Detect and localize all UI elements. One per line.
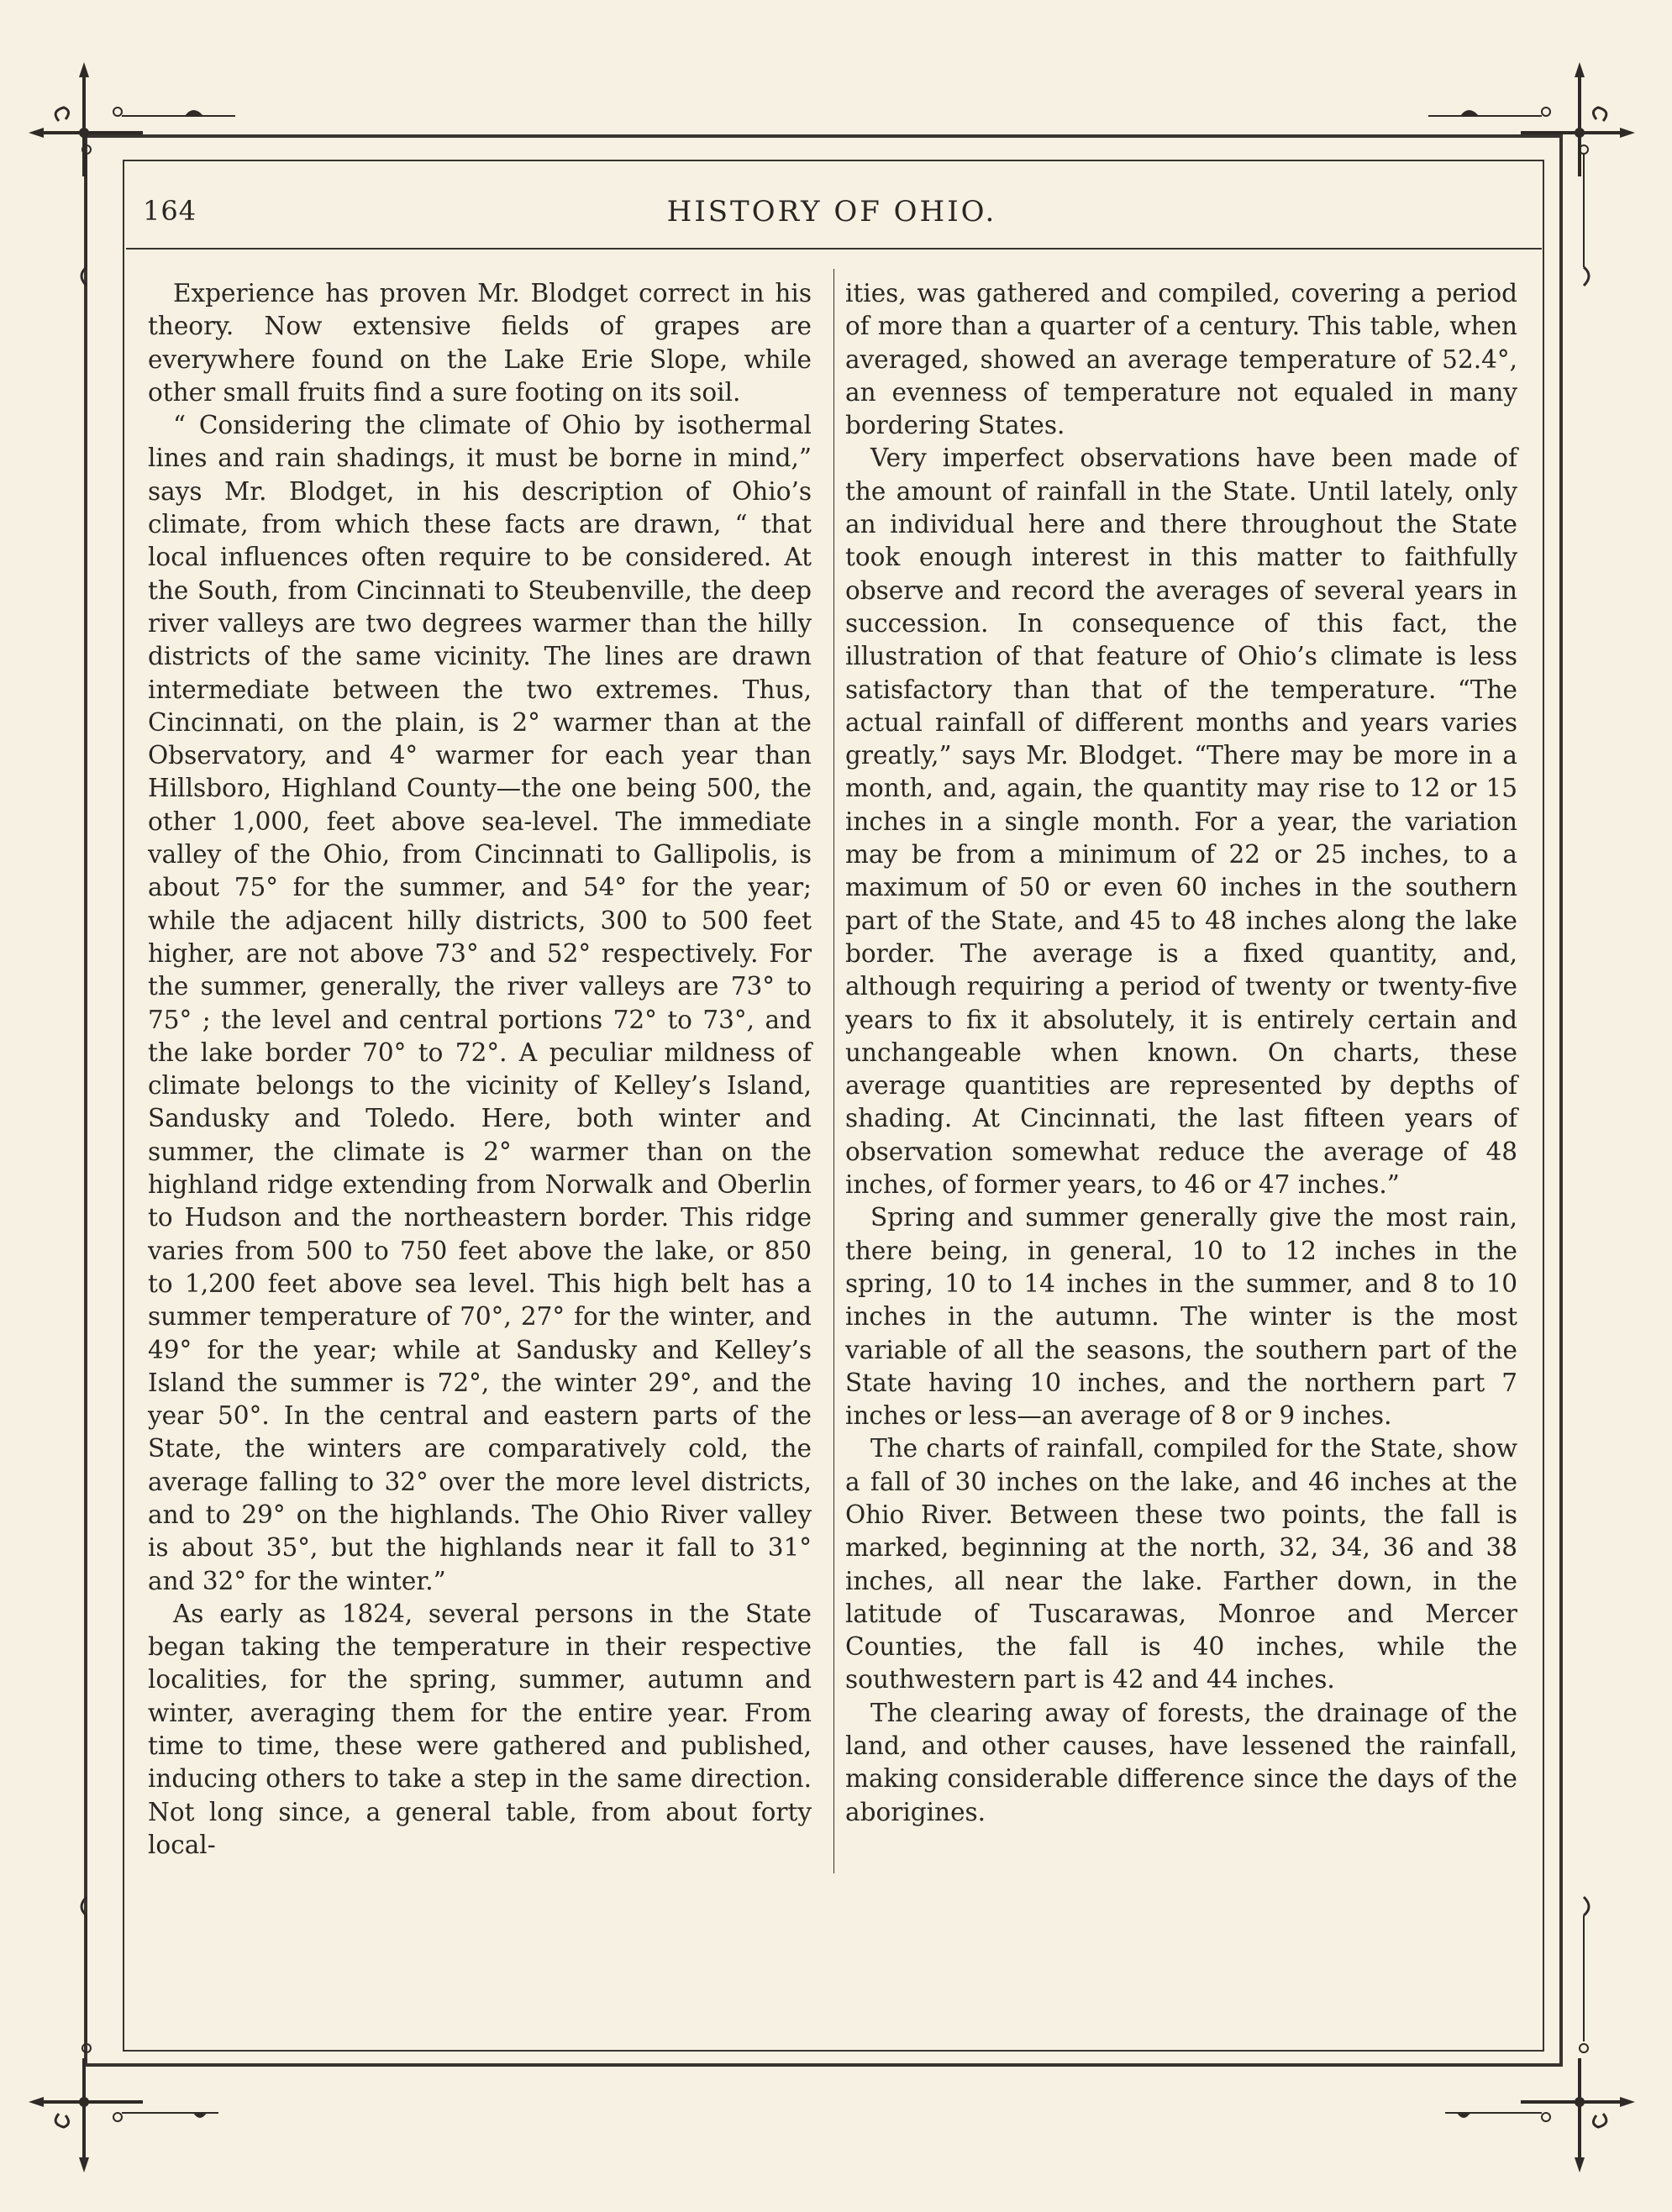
flourish-icon bbox=[1571, 141, 1596, 309]
paragraph: As early as 1824, several persons in the State began taking the temperature in their respective localities, for the spring, summer, autumn and winter, averaging them for the entire year. From time to time, these were gathered and published, inducing others to take a step in the same direction. Not long since, a general table, from about forty local- bbox=[148, 1599, 812, 1859]
column-divider bbox=[833, 269, 834, 1873]
paragraph: Experience has proven Mr. Blodget correct in his theory. Now extensive fields of grapes are everywhere found on the Lake Erie Slope, while other small fruits find a sure footing on its soil. bbox=[148, 279, 812, 407]
flourish-icon bbox=[109, 2104, 244, 2130]
flourish-icon bbox=[74, 1890, 99, 2058]
page-number: 164 bbox=[143, 195, 197, 227]
flourish-icon bbox=[109, 99, 244, 124]
paragraph: The clearing away of forests, the drainage of the land, and other causes, have lessened the rainfall, making considerable difference since the days of the aborigines. bbox=[845, 1698, 1517, 1826]
header-rule bbox=[126, 248, 1542, 250]
flourish-icon bbox=[74, 141, 99, 309]
right-column bbox=[845, 277, 1517, 1829]
flourish-icon bbox=[1571, 1890, 1596, 2058]
running-title: HISTORY OF OHIO. bbox=[666, 195, 997, 229]
paragraph: Very imperfect observations have been made of the amount of rainfall in the State. Until lately, only an individual here and there throughout the State took enough interest in this matter to faithfully observe and record the averages of several years in succession. In consequence of this fact, the illustration of that feature of Ohio’s climate is less satisfactory than that of the temperature. “The actual rainfall of different months and years varies greatly,” says Mr. Blodget. “There may be more in a month, and, again, the quantity may rise to 12 or 15 inches in a single month. For a year, the variation may be from a minimum of 22 or 25 inches, to a maximum of 50 or even 60 inches in the southern part of the State, and 45 to 48 inches along the lake border. The average is a fixed quantity, and, although requiring a period of twenty or twenty-five years to fix it absolutely, it is entirely certain and unchangeable when known. On charts, these average quantities are represented by depths of shading. At Cincinnati, the last fifteen years of observation somewhat reduce the average of 48 inches, of former years, to 46 or 47 inches.” bbox=[845, 444, 1517, 1200]
paragraph: “ Considering the climate of Ohio by isothermal lines and rain shadings, it must be borne in mind,” says Mr. Blodget, in his description of Ohio’s climate, from which these facts are drawn, “ that local influences often require to be considered. At the South, from Cincinnati to Steubenville, the deep river valleys are two degrees warmer than the hilly districts of the same vicinity. The lines are drawn intermediate between the two extremes. Thus, Cincinnati, on the plain, is 2° warmer than at the Observatory, and 4° warmer for each year than Hillsboro, Highland County—the one being 500, the other 1,000, feet above sea-level. The immediate valley of the Ohio, from Cincinnati to Gallipolis, is about 75° for the summer, and 54° for the year; while the adjacent hilly districts, 300 to 500 feet higher, are not above 73° and 52° respectively. For the summer, generally, the river valleys are 73° to 75° ; the level and central portions 72° to 73°, and the lake border 70° to 72°. A peculiar mildness of climate belongs to the vicinity of Kelley’s Island, Sandusky and Toledo. Here, both winter and summer, the climate is 2° warmer than on the highland ridge extending from Norwalk and Oberlin to Hudson and the northeastern border. This ridge varies from 500 to 750 feet above the lake, or 850 to 1,200 feet above sea level. This high belt has a summer temperature of 70°, 27° for the winter, and 49° for the year; while at Sandusky and Kelley’s Island the summer is 72°, the winter 29°, and the year 50°. In the central and eastern parts of the State, the winters are comparatively cold, the average falling to 32° over the more level districts, and to 29° on the highlands. The Ohio River valley is about 35°, but the highlands near it fall to 31° and 32° for the winter.” bbox=[148, 411, 812, 1595]
paragraph: Spring and summer generally give the most rain, there being, in general, 10 to 12 inches in the spring, 10 to 14 inches in the summer, and 8 to 10 inches in the autumn. The winter is the most variable of all the seasons, the southern part of the State having 10 inches, and the northern part 7 inches or less—an average of 8 or 9 inches. bbox=[845, 1203, 1517, 1431]
left-column bbox=[148, 277, 812, 1862]
paragraph: ities, was gathered and compiled, covering a period of more than a quarter of a century. This table, when averaged, showed an average temperature of 52.4°, an evenness of temperature not equaled in many bordering States. bbox=[845, 279, 1517, 440]
flourish-icon bbox=[1420, 2104, 1554, 2130]
flourish-icon bbox=[1420, 99, 1554, 124]
paragraph: The charts of rainfall, compiled for the State, show a fall of 30 inches on the lake, and 46 inches at the Ohio River. Between these two points, the fall is marked, beginning at the north, 32, 34, 36 and 38 inches, all near the lake. Farther down, in the latitude of Tuscarawas, Monroe and Mercer Counties, the fall is 40 inches, while the southwestern part is 42 and 44 inches. bbox=[845, 1434, 1517, 1694]
page-header bbox=[143, 195, 1521, 245]
